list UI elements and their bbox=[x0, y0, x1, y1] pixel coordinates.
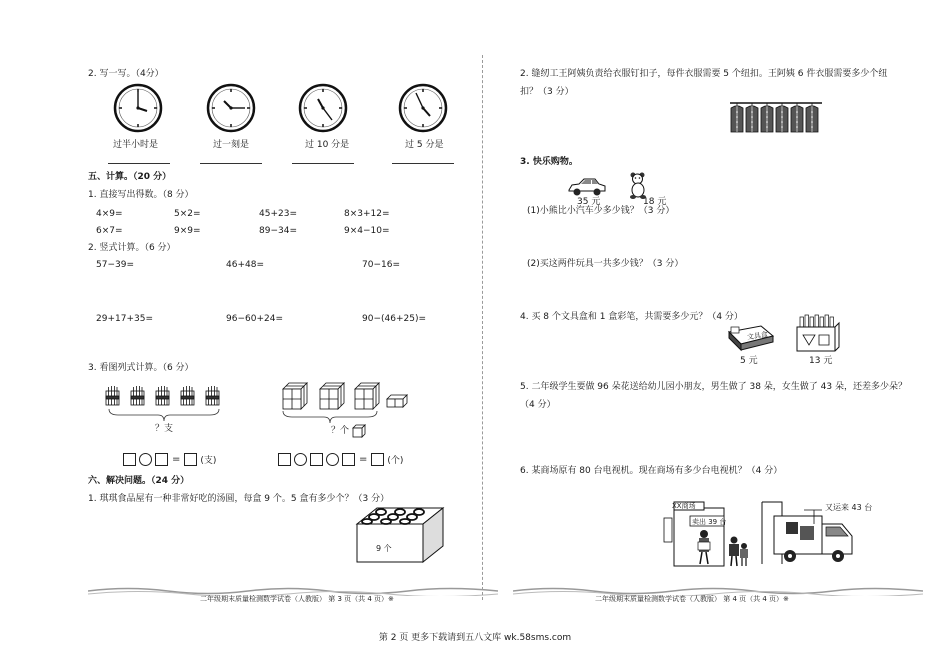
vertical-calc-item: 57−39= bbox=[96, 260, 134, 270]
sold-label: 卖出 39 台 bbox=[692, 518, 727, 526]
crayon-box-icon bbox=[795, 313, 841, 353]
calc-item: 6×7= bbox=[96, 226, 123, 236]
q2-title: 2. 写一写。（4分） bbox=[88, 69, 164, 79]
pencil-box-price: 5 元 bbox=[740, 356, 758, 366]
clock-icon bbox=[298, 83, 348, 133]
answer-line[interactable] bbox=[392, 163, 454, 164]
clothes-rack-icon bbox=[730, 100, 822, 134]
q3-title: 3. 看图列式计算。（6 分） bbox=[88, 363, 194, 373]
vertical-calc-item: 96−60+24= bbox=[226, 314, 283, 324]
page-footer: 二年级期末质量检测数学试卷（人教版） 第 4 页（共 4 页）※ bbox=[595, 595, 789, 603]
answer-row-pencils: = (支) bbox=[123, 453, 216, 466]
bottom-download-note: 第 2 页 更多下载请到五八文库 wk.58sms.com bbox=[378, 633, 572, 643]
unit-label: (个) bbox=[387, 456, 404, 466]
clock-label: 过一刻是 bbox=[213, 140, 250, 150]
problem-5-line1: 5. 二年级学生要做 96 朵花送给幼儿园小朋友，男生做了 38 朵，女生做了 43 朵，还差多少朵？ bbox=[520, 382, 907, 392]
answer-box[interactable] bbox=[310, 453, 323, 466]
vertical-calc-item: 46+48= bbox=[226, 260, 264, 270]
pencil-bundles-icon bbox=[105, 385, 223, 407]
answer-box[interactable] bbox=[155, 453, 168, 466]
calc-item: 5×2= bbox=[174, 209, 201, 219]
vertical-calc-item: 29+17+35= bbox=[96, 314, 153, 324]
calc-item: 4×9= bbox=[96, 209, 123, 219]
section-6-title: 六、解决问题。（24 分） bbox=[88, 476, 190, 486]
vertical-calc-item: 90−(46+25)= bbox=[362, 314, 427, 324]
answer-box[interactable] bbox=[123, 453, 136, 466]
clock-label: 过 5 分是 bbox=[405, 140, 444, 150]
clock-icon bbox=[206, 83, 256, 133]
car-price: 35 元 bbox=[577, 197, 601, 207]
clock-icon bbox=[113, 83, 163, 133]
box-label: 9 个 bbox=[376, 544, 392, 553]
calc-item: 8×3+12= bbox=[344, 209, 390, 219]
pencil-box-label: 文具盒 bbox=[746, 330, 769, 342]
operator-circle[interactable] bbox=[326, 453, 339, 466]
answer-box[interactable] bbox=[342, 453, 355, 466]
right-page bbox=[475, 0, 950, 630]
cubes-icon bbox=[282, 381, 410, 411]
problem-6: 6. 某商场原有 80 台电视机。现在商场有多少台电视机？（4 分） bbox=[520, 466, 783, 476]
vertical-calc-item: 70−16= bbox=[362, 260, 400, 270]
dumpling-box-icon bbox=[355, 506, 445, 564]
problem-3-title: 3. 快乐购物。 bbox=[520, 157, 578, 167]
problem-4: 4. 买 8 个文具盒和 1 盒彩笔，共需要多少元？（4 分） bbox=[520, 312, 743, 322]
problem-2-line2: 扣？（3 分） bbox=[520, 87, 574, 97]
clock-label: 过半小时是 bbox=[113, 140, 159, 150]
problem-5-line2: （4 分） bbox=[520, 400, 556, 410]
answer-line[interactable] bbox=[108, 163, 170, 164]
answer-line[interactable] bbox=[200, 163, 262, 164]
answer-box[interactable] bbox=[371, 453, 384, 466]
q2-title: 2. 竖式计算。（6 分） bbox=[88, 243, 176, 253]
problem-3-sub1: (1)小熊比小汽车少多少钱？（3 分） bbox=[527, 206, 675, 216]
crayon-box-price: 13 元 bbox=[809, 356, 833, 366]
clock-label: 过 10 分是 bbox=[305, 140, 350, 150]
calc-item: 9×4−10= bbox=[344, 226, 390, 236]
calc-item: 45+23= bbox=[259, 209, 297, 219]
q1-title: 1. 直接写出得数。（8 分） bbox=[88, 190, 194, 200]
question-label: ？支 bbox=[155, 424, 174, 434]
brace-icon bbox=[282, 410, 378, 424]
brace-icon bbox=[108, 408, 220, 422]
answer-row-cubes: = (个) bbox=[278, 453, 403, 466]
section-5-title: 五、计算。（20 分） bbox=[88, 172, 172, 182]
calc-item: 89−34= bbox=[259, 226, 297, 236]
store-sign: XX商场 bbox=[672, 502, 696, 510]
problem-3-sub2: (2)买这两件玩具一共多少钱？（3 分） bbox=[527, 259, 684, 269]
operator-circle[interactable] bbox=[294, 453, 307, 466]
problem-1: 1. 琪琪食品屋有一种非常好吃的汤圆，每盒 9 个。5 盒有多少个？（3 分） bbox=[88, 494, 390, 504]
answer-box[interactable] bbox=[278, 453, 291, 466]
operator-circle[interactable] bbox=[139, 453, 152, 466]
question-label: ？个 bbox=[331, 426, 350, 436]
clock-icon bbox=[398, 83, 448, 133]
calc-item: 9×9= bbox=[174, 226, 201, 236]
answer-line[interactable] bbox=[292, 163, 354, 164]
cube-icon bbox=[352, 424, 366, 438]
page-footer: 二年级期末质量检测数学试卷（人教版） 第 3 页（共 4 页）※ bbox=[200, 595, 394, 603]
left-page bbox=[0, 0, 475, 630]
truck-label: 又运来 43 台 bbox=[825, 503, 873, 512]
answer-box[interactable] bbox=[184, 453, 197, 466]
toy-car-icon bbox=[567, 177, 607, 197]
bear-price: 18 元 bbox=[643, 197, 667, 207]
unit-label: (支) bbox=[200, 456, 217, 466]
problem-2-line1: 2. 缝纫工王阿姨负责给衣服钉扣子，每件衣服需要 5 个纽扣。王阿姨 6 件衣服需要多少个纽 bbox=[520, 69, 888, 79]
